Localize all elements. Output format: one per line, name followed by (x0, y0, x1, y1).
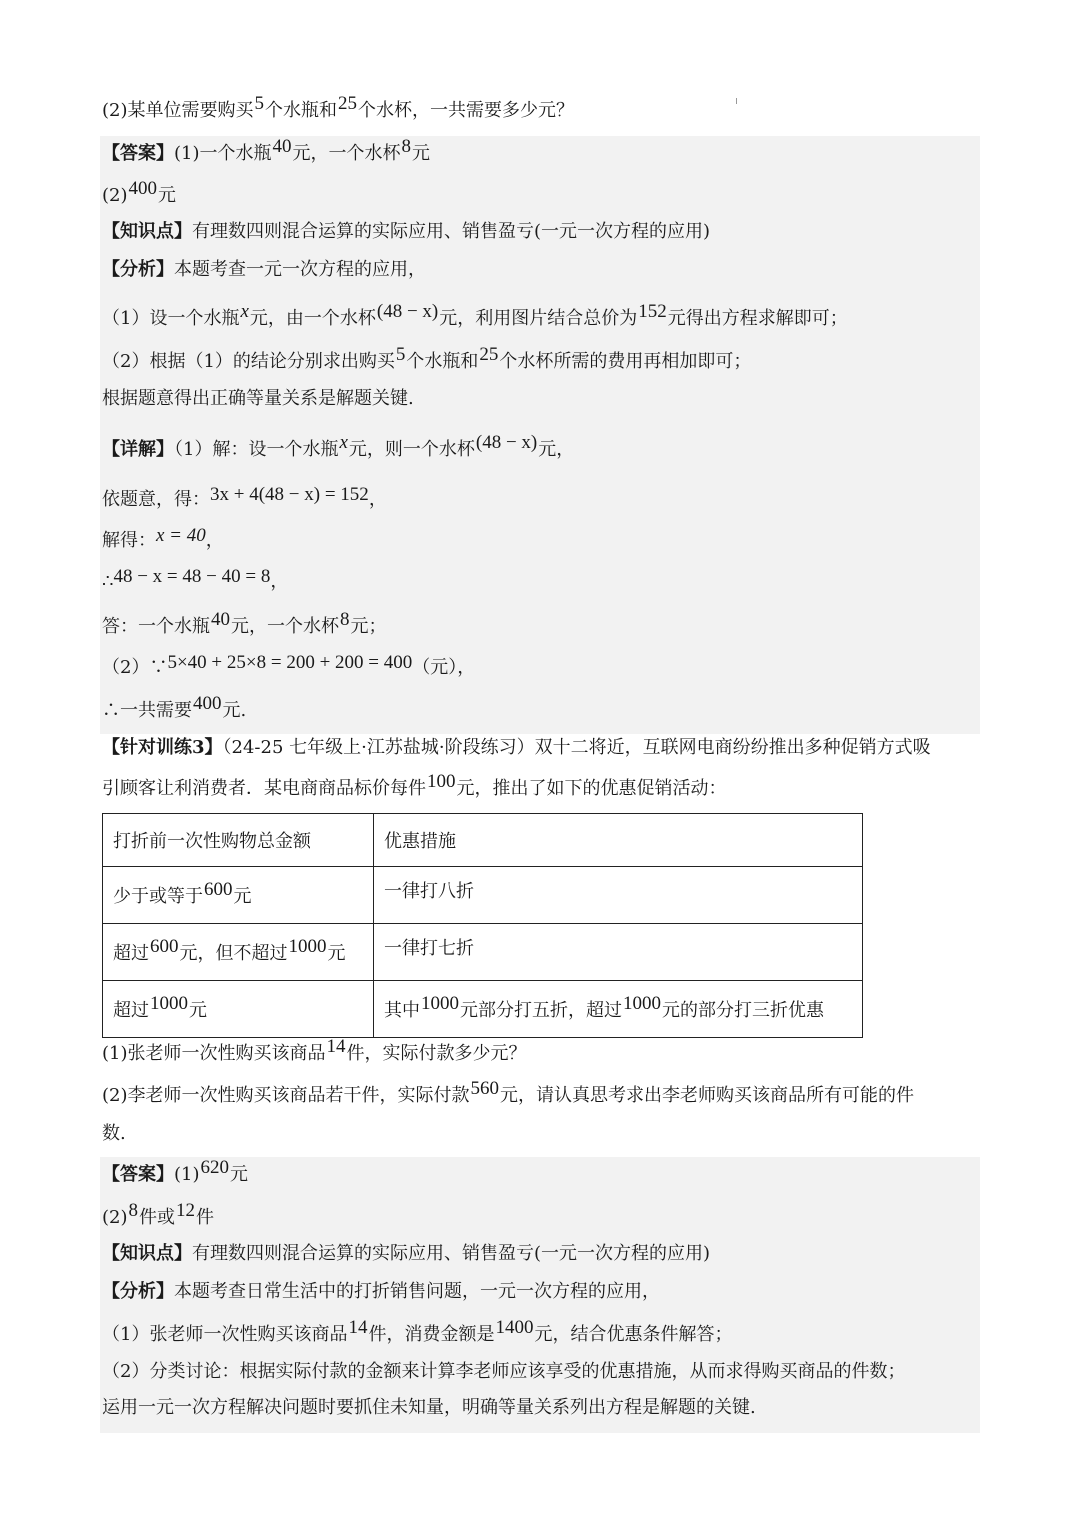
table-cell: 超过600元，但不超过1000元 (103, 924, 374, 981)
answer2-line-2: (2)8件或12件 (102, 1200, 214, 1228)
exercise-title-line-2: 引顾客让利消费者．某电商商品标价每件100元，推出了如下的优惠促销活动： (102, 771, 727, 799)
analysis-p3: 根据题意得出正确等量关系是解题关键. (102, 388, 414, 409)
detail-line-2: 依题意，得：3x + 4(48 − x) = 152， (102, 484, 387, 510)
analysis-p2: （2）根据（1）的结论分别求出购买5个水瓶和25个水杯所需的费用再相加即可； (102, 344, 752, 372)
detail-line-1: 【详解】（1）解：设一个水瓶x元，则一个水杯(48 − x)元， (102, 432, 575, 460)
analysis2-p3: 运用一元一次方程解决问题时要抓住未知量，明确等量关系列出方程是解题的关键. (102, 1397, 756, 1418)
table-row (103, 981, 863, 1038)
knowledge-point-2: 【知识点】有理数四则混合运算的实际应用、销售盈亏(一元一次方程的应用) (102, 1243, 711, 1264)
table-cell: 少于或等于600元 (103, 867, 374, 924)
detail-line-5: 答：一个水瓶40元，一个水杯8元； (102, 609, 387, 637)
promotion-table (102, 813, 863, 1038)
analysis2-p2: （2）分类讨论：根据实际付款的金额来计算李老师应该享受的优惠措施，从而求得购买商品的件数； (102, 1361, 906, 1382)
table-cell: 超过1000元 (103, 981, 374, 1038)
analysis2-heading: 【分析】本题考查日常生活中的打折销售问题，一元一次方程的应用， (102, 1281, 660, 1302)
analysis2-p1: （1）张老师一次性购买该商品14件，消费金额是1400元，结合优惠条件解答； (102, 1317, 733, 1345)
answer-line-2: (2)400元 (102, 178, 176, 206)
table-header: 打折前一次性购物总金额 (103, 814, 374, 867)
table-header-row (103, 814, 863, 867)
exercise-title: 【针对训练3】（24-25 七年级上·江苏盐城·阶段练习）双十二将近，互联网电商纷纷推出多种促销方式吸 (102, 737, 931, 758)
table-row (103, 924, 863, 981)
question-2: (2)某单位需要购买5个水瓶和25个水杯，一共需要多少元？ (102, 93, 574, 121)
exercise-q1: (1)张老师一次性购买该商品14件，实际付款多少元？ (102, 1036, 527, 1064)
table-cell: 其中1000元部分打五折，超过1000元的部分打三折优惠 (374, 981, 863, 1038)
table-cell: 一律打八折 (374, 867, 863, 924)
detail-line-7: ∴一共需要400元. (102, 693, 247, 721)
detail-line-3: 解得：x = 40， (102, 525, 224, 551)
detail-line-6: （2）∵5×40 + 25×8 = 200 + 200 = 400（元）， (102, 652, 476, 678)
answer2-line-1: 【答案】(1)620元 (102, 1157, 248, 1185)
knowledge-point: 【知识点】有理数四则混合运算的实际应用、销售盈亏(一元一次方程的应用) (102, 221, 711, 242)
answer-line-1: 【答案】(1)一个水瓶40元，一个水杯8元 (102, 136, 430, 164)
stray-mark (736, 98, 737, 104)
exercise-q2: (2)李老师一次性购买该商品若干件，实际付款560元，请认真思考求出李老师购买该商品所有可能的件 (102, 1078, 914, 1106)
table-row (103, 867, 863, 924)
table-cell: 一律打七折 (374, 924, 863, 981)
detail-line-4: ∴48 − x = 48 − 40 = 8， (102, 566, 289, 592)
exercise-q2-line-2: 数. (102, 1123, 126, 1144)
analysis-p1: （1）设一个水瓶x元，由一个水杯(48 − x)元，利用图片结合总价为152元得出方程求解即可； (102, 301, 848, 329)
table-header: 优惠措施 (374, 814, 863, 867)
analysis-heading: 【分析】本题考查一元一次方程的应用， (102, 259, 426, 280)
